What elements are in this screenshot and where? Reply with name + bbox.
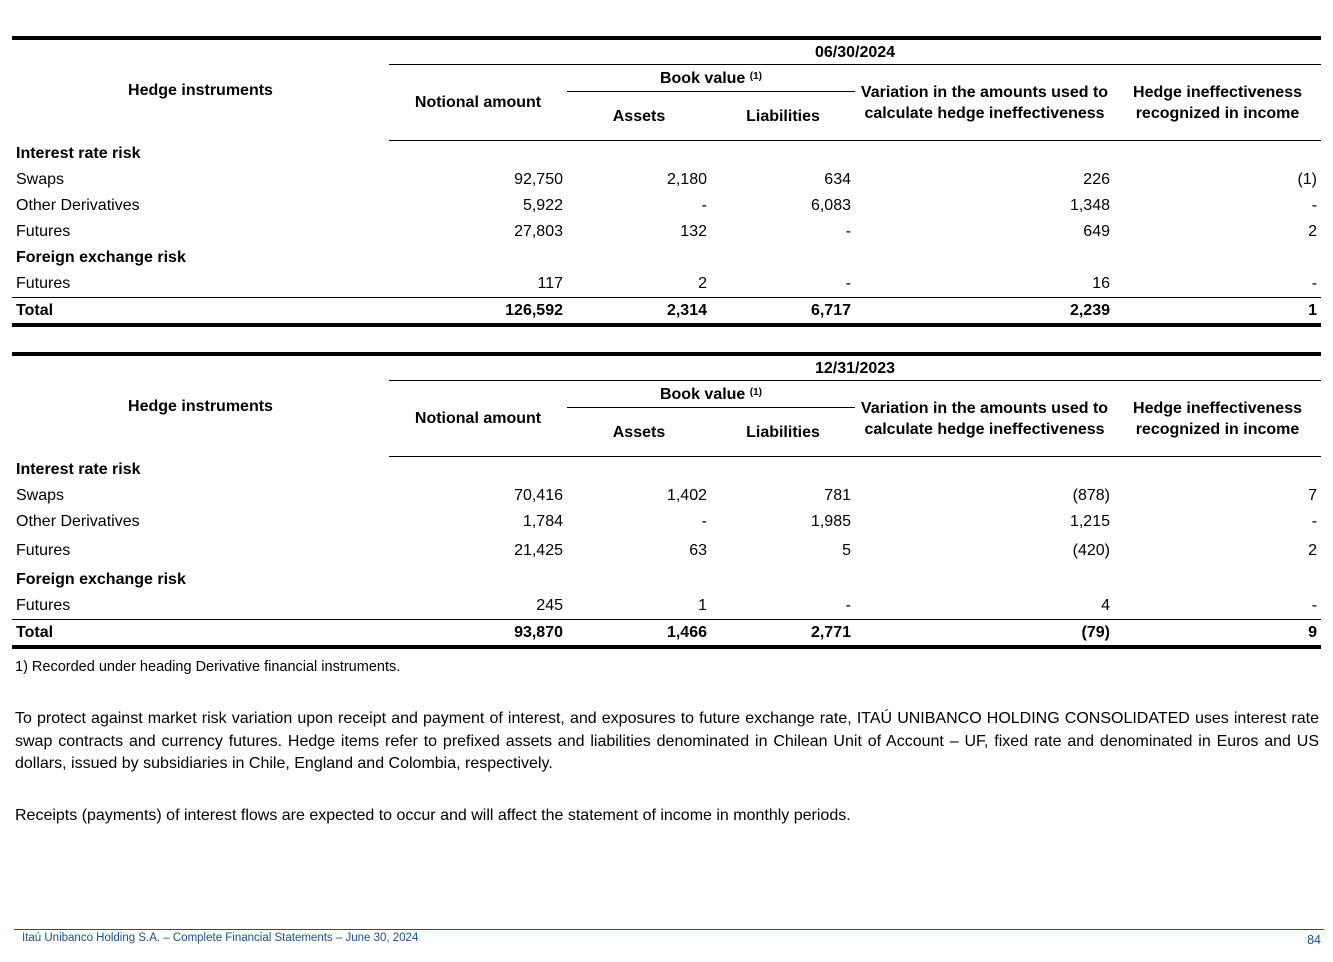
header-ineffectiveness: Hedge ineffectiveness recognized in income bbox=[1114, 65, 1321, 141]
header-notional-amount: Notional amount bbox=[389, 65, 567, 141]
total-notional: 126,592 bbox=[389, 298, 567, 326]
cell-variation: (878) bbox=[1072, 487, 1110, 504]
cell-notional: 5,922 bbox=[522, 197, 563, 214]
page-number: 84 bbox=[1307, 933, 1321, 947]
header-ineffectiveness: Hedge ineffectiveness recognized in income bbox=[1114, 381, 1321, 457]
total-variation: 2,239 bbox=[855, 298, 1114, 326]
row-label: Swaps bbox=[16, 487, 65, 504]
row-label: Futures bbox=[16, 542, 71, 559]
cell-notional: 21,425 bbox=[514, 542, 563, 559]
cell-ineffectiveness: - bbox=[1311, 275, 1318, 292]
hedge-instruments-table bbox=[12, 36, 1321, 327]
cell-ineffectiveness: - bbox=[1311, 513, 1318, 530]
cell-ineffectiveness: 7 bbox=[1308, 487, 1318, 504]
cell-variation: (420) bbox=[1072, 542, 1110, 559]
header-liabilities: Liabilities bbox=[711, 92, 855, 141]
cell-ineffectiveness: - bbox=[1311, 197, 1318, 214]
paragraph-hedge-strategy: To protect against market risk variation upon receipt and payment of interest, and exposures to future exchange rate, ITAÚ UNIBANCO HOLDING CONSOLIDATED uses interest rate swap contracts and currency futures. Hedge items refer to prefixed assets and liabilities denominated in Chilean Unit of Account – UF, fixed rate and denominated in Euros and US dollars, issued by subsidiaries in Chile, England and Colombia, respectively. bbox=[15, 710, 1319, 772]
header-date: 06/30/2024 bbox=[389, 38, 1321, 65]
header-variation: Variation in the amounts used to calculate hedge ineffectiveness bbox=[855, 381, 1114, 457]
cell-assets: 63 bbox=[689, 542, 707, 559]
book-value-label: Book value bbox=[659, 385, 746, 403]
cell-liabilities: 5 bbox=[842, 542, 851, 559]
cell-variation: 16 bbox=[1092, 275, 1110, 292]
section-foreign-exchange-risk: Foreign exchange risk bbox=[16, 571, 186, 588]
cell-assets: 1,402 bbox=[666, 487, 707, 504]
cell-notional: 117 bbox=[537, 275, 563, 292]
hedge-table-2024 bbox=[12, 36, 1321, 327]
row-label: Futures bbox=[16, 597, 71, 614]
footer-divider bbox=[14, 929, 1324, 930]
header-liabilities: Liabilities bbox=[711, 408, 855, 457]
hedge-table-2023 bbox=[12, 352, 1321, 649]
hedge-instruments-table bbox=[12, 352, 1321, 649]
table-row bbox=[12, 535, 1321, 567]
total-ineffectiveness: 1 bbox=[1114, 298, 1321, 326]
cell-liabilities: 634 bbox=[824, 171, 851, 188]
table-row bbox=[12, 509, 1321, 535]
cell-variation: 649 bbox=[1083, 223, 1110, 240]
table-row bbox=[12, 271, 1321, 298]
cell-assets: 1 bbox=[698, 597, 707, 614]
cell-variation: 4 bbox=[1101, 597, 1110, 614]
total-notional: 93,870 bbox=[389, 620, 567, 648]
section-interest-rate-risk: Interest rate risk bbox=[16, 461, 141, 478]
cell-variation: 1,348 bbox=[1069, 197, 1110, 214]
total-liabilities: 6,717 bbox=[711, 298, 855, 326]
cell-assets: 132 bbox=[680, 223, 707, 240]
cell-notional: 92,750 bbox=[514, 171, 563, 188]
row-label: Swaps bbox=[16, 171, 65, 188]
cell-liabilities: - bbox=[845, 275, 851, 292]
table-row bbox=[12, 219, 1321, 245]
cell-notional: 245 bbox=[536, 597, 563, 614]
header-date: 12/31/2023 bbox=[389, 354, 1321, 381]
cell-assets: - bbox=[701, 513, 707, 530]
cell-assets: - bbox=[701, 197, 707, 214]
total-row bbox=[12, 298, 1321, 326]
total-assets: 2,314 bbox=[567, 298, 711, 326]
book-value-footnote-ref: (1) bbox=[749, 386, 763, 398]
book-value-label: Book value bbox=[659, 69, 746, 87]
cell-notional: 70,416 bbox=[514, 487, 563, 504]
header-assets: Assets bbox=[567, 92, 711, 141]
row-label: Other Derivatives bbox=[16, 197, 140, 214]
cell-liabilities: 781 bbox=[824, 487, 851, 504]
table-row bbox=[12, 483, 1321, 509]
cell-ineffectiveness: - bbox=[1311, 597, 1318, 614]
section-interest-rate-risk: Interest rate risk bbox=[16, 145, 141, 162]
book-value-footnote-ref: (1) bbox=[749, 70, 763, 82]
cell-assets: 2,180 bbox=[666, 171, 707, 188]
total-liabilities: 2,771 bbox=[711, 620, 855, 648]
footer-title: Itaú Unibanco Holding S.A. – Complete Financial Statements – June 30, 2024 bbox=[22, 932, 419, 944]
total-label: Total bbox=[12, 620, 389, 648]
header-assets: Assets bbox=[567, 408, 711, 457]
total-label: Total bbox=[12, 298, 389, 326]
cell-liabilities: 6,083 bbox=[810, 197, 851, 214]
cell-ineffectiveness: (1) bbox=[1297, 171, 1318, 188]
header-variation: Variation in the amounts used to calculate hedge ineffectiveness bbox=[855, 65, 1114, 141]
section-foreign-exchange-risk: Foreign exchange risk bbox=[16, 249, 186, 266]
cell-liabilities: 1,985 bbox=[810, 513, 851, 530]
table-row bbox=[12, 593, 1321, 620]
row-label: Other Derivatives bbox=[16, 513, 140, 530]
cell-variation: 226 bbox=[1083, 171, 1110, 188]
cell-ineffectiveness: 2 bbox=[1308, 223, 1318, 240]
total-ineffectiveness: 9 bbox=[1114, 620, 1321, 648]
cell-ineffectiveness: 2 bbox=[1308, 542, 1318, 559]
table-row bbox=[12, 193, 1321, 219]
paragraph-interest-flows: Receipts (payments) of interest flows are expected to occur and will affect the statement of income in monthly periods. bbox=[15, 807, 851, 824]
header-book-value bbox=[567, 381, 855, 408]
cell-variation: 1,215 bbox=[1069, 513, 1110, 530]
total-assets: 1,466 bbox=[567, 620, 711, 648]
cell-notional: 1,784 bbox=[522, 513, 563, 530]
header-book-value bbox=[567, 65, 855, 92]
cell-liabilities: - bbox=[845, 597, 851, 614]
header-notional-amount: Notional amount bbox=[389, 381, 567, 457]
footnote: 1) Recorded under heading Derivative financial instruments. bbox=[15, 659, 401, 675]
cell-liabilities: - bbox=[845, 223, 851, 240]
total-variation: (79) bbox=[855, 620, 1114, 648]
table-row bbox=[12, 167, 1321, 193]
header-hedge-instruments: Hedge instruments bbox=[128, 81, 273, 99]
cell-notional: 27,803 bbox=[514, 223, 563, 240]
header-hedge-instruments: Hedge instruments bbox=[128, 397, 273, 415]
cell-assets: 2 bbox=[698, 275, 707, 292]
row-label: Futures bbox=[16, 275, 71, 292]
total-row bbox=[12, 620, 1321, 648]
row-label: Futures bbox=[16, 223, 71, 240]
